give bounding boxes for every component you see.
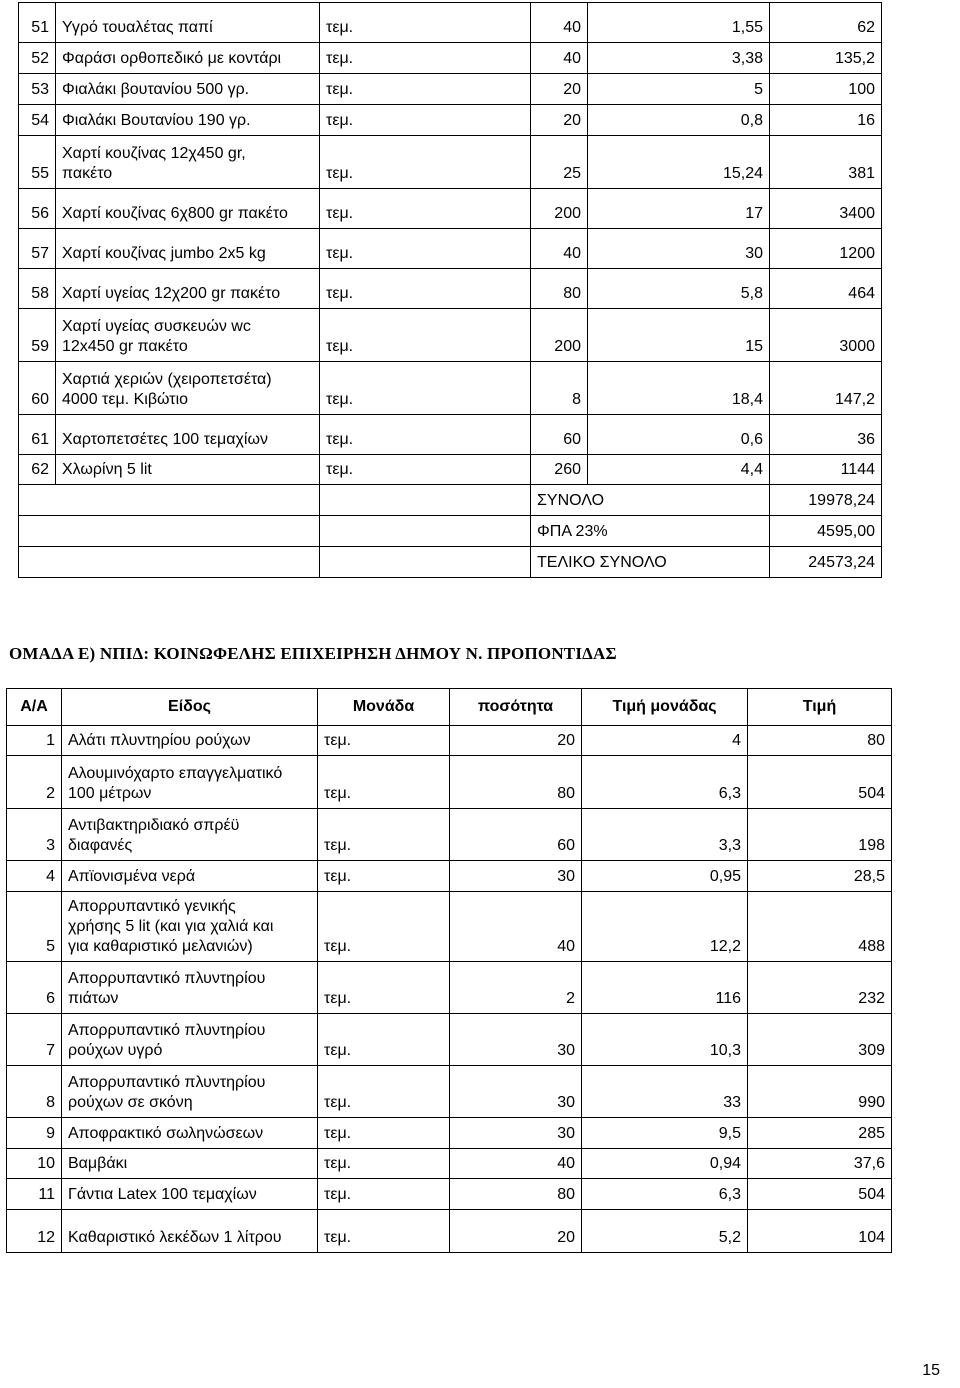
item-description: Χαρτί υγείας συσκευών wc 12x450 gr πακέτο	[56, 309, 320, 362]
table-row	[7, 1149, 892, 1179]
item-number: 7	[7, 1014, 62, 1066]
item-quantity: 40	[450, 1149, 582, 1179]
item-unit-price: 0,6	[588, 415, 770, 455]
table-row	[19, 3, 882, 43]
item-quantity: 80	[531, 269, 588, 309]
header-unit: Μονάδα	[318, 689, 450, 726]
item-unit-price: 15,24	[588, 136, 770, 189]
item-unit-price: 18,4	[588, 362, 770, 415]
item-unit-price: 10,3	[582, 1014, 748, 1066]
table-row	[19, 229, 882, 269]
item-description: Χαρτί κουζίνας 6χ800 gr πακέτο	[56, 189, 320, 229]
item-number: 62	[19, 455, 56, 485]
item-total: 62	[770, 3, 882, 43]
item-unit: τεμ.	[318, 809, 450, 861]
item-number: 12	[7, 1210, 62, 1253]
item-number: 51	[19, 3, 56, 43]
header-price: Τιμή	[748, 689, 892, 726]
item-unit: τεμ.	[320, 74, 531, 105]
table-row	[19, 309, 882, 362]
item-number: 4	[7, 861, 62, 892]
item-quantity: 40	[531, 3, 588, 43]
item-total: 36	[770, 415, 882, 455]
item-quantity: 30	[450, 1066, 582, 1118]
item-quantity: 20	[531, 74, 588, 105]
table-row	[7, 861, 892, 892]
item-number: 54	[19, 105, 56, 136]
item-description: Βαμβάκι	[62, 1149, 318, 1179]
item-unit-price: 3,38	[588, 43, 770, 74]
table-row	[7, 1118, 892, 1149]
item-unit: τεμ.	[320, 229, 531, 269]
summary-label: ΣΥΝΟΛΟ	[531, 485, 770, 516]
summary-value: 24573,24	[770, 547, 882, 578]
item-number: 53	[19, 74, 56, 105]
item-unit-price: 0,94	[582, 1149, 748, 1179]
item-unit-price: 9,5	[582, 1118, 748, 1149]
item-unit: τεμ.	[320, 43, 531, 74]
table-row	[7, 809, 892, 861]
item-quantity: 60	[531, 415, 588, 455]
item-unit: τεμ.	[318, 861, 450, 892]
item-unit: τεμ.	[318, 1210, 450, 1253]
item-description: Απϊονισμένα νερά	[62, 861, 318, 892]
table-row	[19, 189, 882, 229]
item-unit-price: 33	[582, 1066, 748, 1118]
item-description: Φιαλάκι βουτανίου 500 γρ.	[56, 74, 320, 105]
item-number: 56	[19, 189, 56, 229]
item-description: Υγρό τουαλέτας παπί	[56, 3, 320, 43]
item-unit-price: 0,8	[588, 105, 770, 136]
item-unit-price: 3,3	[582, 809, 748, 861]
item-number: 3	[7, 809, 62, 861]
item-unit: τεμ.	[320, 136, 531, 189]
item-total: 285	[748, 1118, 892, 1149]
summary-value: 19978,24	[770, 485, 882, 516]
item-unit-price: 6,3	[582, 1179, 748, 1210]
summary-value: 4595,00	[770, 516, 882, 547]
summary-row	[19, 516, 882, 547]
item-quantity: 30	[450, 1118, 582, 1149]
group-heading: ΟΜΑΔΑ Ε) ΝΠΙΔ: ΚΟΙΝΩΦΕΛΗΣ ΕΠΙΧΕΙΡΗΣΗ ΔΗΜΟΥ Ν. ΠΡΟΠΟΝΤΙΔΑΣ	[9, 644, 617, 663]
item-number: 2	[7, 756, 62, 809]
item-number: 57	[19, 229, 56, 269]
item-unit-price: 4	[582, 726, 748, 756]
item-total: 28,5	[748, 861, 892, 892]
item-unit: τεμ.	[320, 415, 531, 455]
items-table-continued	[18, 2, 882, 578]
item-unit: τεμ.	[320, 362, 531, 415]
item-quantity: 40	[531, 229, 588, 269]
table-row	[7, 1066, 892, 1118]
item-unit: τεμ.	[320, 105, 531, 136]
item-unit: τεμ.	[320, 3, 531, 43]
item-unit-price: 116	[582, 962, 748, 1014]
empty-cell	[19, 485, 320, 516]
summary-row	[19, 485, 882, 516]
table-row	[19, 43, 882, 74]
table-row	[19, 362, 882, 415]
item-unit-price: 4,4	[588, 455, 770, 485]
table-row	[7, 756, 892, 809]
item-description: Απορρυπαντικό γενικής χρήσης 5 lit (και για χαλιά και για καθαριστικό μελανιών)	[62, 892, 318, 962]
table-row	[7, 726, 892, 756]
item-description: Απορρυπαντικό πλυντηρίου ρούχων υγρό	[62, 1014, 318, 1066]
item-unit: τεμ.	[318, 1179, 450, 1210]
item-total: 381	[770, 136, 882, 189]
header-quantity: ποσότητα	[450, 689, 582, 726]
empty-cell	[19, 516, 320, 547]
item-unit-price: 1,55	[588, 3, 770, 43]
item-total: 135,2	[770, 43, 882, 74]
item-quantity: 30	[450, 861, 582, 892]
item-total: 488	[748, 892, 892, 962]
item-quantity: 80	[450, 756, 582, 809]
item-unit: τεμ.	[318, 1014, 450, 1066]
item-total: 232	[748, 962, 892, 1014]
item-total: 504	[748, 1179, 892, 1210]
item-unit: τεμ.	[318, 726, 450, 756]
page-number: 15	[922, 1362, 940, 1379]
item-description: Αλουμινόχαρτο επαγγελματικό 100 μέτρων	[62, 756, 318, 809]
item-unit: τεμ.	[320, 455, 531, 485]
header-aa: Α/Α	[7, 689, 62, 726]
item-total: 990	[748, 1066, 892, 1118]
item-description: Αλάτι πλυντηρίου ρούχων	[62, 726, 318, 756]
item-unit-price: 30	[588, 229, 770, 269]
table-row	[19, 74, 882, 105]
item-quantity: 80	[450, 1179, 582, 1210]
table-row	[19, 269, 882, 309]
item-unit: τεμ.	[318, 1149, 450, 1179]
item-total: 198	[748, 809, 892, 861]
item-description: Χαρτί κουζίνας 12χ450 gr, πακέτο	[56, 136, 320, 189]
item-description: Χαρτί κουζίνας jumbo 2x5 kg	[56, 229, 320, 269]
item-description: Χαρτοπετσέτες 100 τεμαχίων	[56, 415, 320, 455]
item-description: Φιαλάκι Βουτανίου 190 γρ.	[56, 105, 320, 136]
item-unit-price: 15	[588, 309, 770, 362]
item-total: 16	[770, 105, 882, 136]
empty-cell	[19, 547, 320, 578]
item-description: Απορρυπαντικό πλυντηρίου ρούχων σε σκόνη	[62, 1066, 318, 1118]
item-total: 100	[770, 74, 882, 105]
item-description: Χαρτί υγείας 12χ200 gr πακέτο	[56, 269, 320, 309]
item-quantity: 25	[531, 136, 588, 189]
header-item: Είδος	[62, 689, 318, 726]
item-number: 60	[19, 362, 56, 415]
item-description: Αντιβακτηριδιακό σπρέϋ διαφανές	[62, 809, 318, 861]
item-description: Χαρτιά χεριών (χειροπετσέτα) 4000 τεμ. Κιβώτιο	[56, 362, 320, 415]
item-number: 52	[19, 43, 56, 74]
item-number: 61	[19, 415, 56, 455]
group-e-items-table	[6, 688, 892, 1253]
item-description: Χλωρίνη 5 lit	[56, 455, 320, 485]
item-description: Γάντια Latex 100 τεμαχίων	[62, 1179, 318, 1210]
item-quantity: 40	[531, 43, 588, 74]
item-unit: τεμ.	[320, 269, 531, 309]
item-quantity: 2	[450, 962, 582, 1014]
item-description: Αποφρακτικό σωληνώσεων	[62, 1118, 318, 1149]
item-number: 5	[7, 892, 62, 962]
item-total: 3000	[770, 309, 882, 362]
table-row	[19, 136, 882, 189]
item-quantity: 260	[531, 455, 588, 485]
item-number: 58	[19, 269, 56, 309]
table-row	[19, 105, 882, 136]
item-unit: τεμ.	[320, 189, 531, 229]
item-total: 309	[748, 1014, 892, 1066]
item-unit-price: 5,2	[582, 1210, 748, 1253]
item-unit: τεμ.	[318, 756, 450, 809]
item-unit: τεμ.	[320, 309, 531, 362]
item-total: 80	[748, 726, 892, 756]
item-quantity: 20	[531, 105, 588, 136]
table-row	[19, 455, 882, 485]
item-unit-price: 5	[588, 74, 770, 105]
header-unit-price: Τιμή μονάδας	[582, 689, 748, 726]
item-number: 9	[7, 1118, 62, 1149]
table-header-row	[7, 689, 892, 726]
item-total: 464	[770, 269, 882, 309]
item-description: Απορρυπαντικό πλυντηρίου πιάτων	[62, 962, 318, 1014]
table-row	[19, 415, 882, 455]
empty-cell	[320, 516, 531, 547]
table-row	[7, 962, 892, 1014]
table-row	[7, 1210, 892, 1253]
item-number: 59	[19, 309, 56, 362]
item-unit: τεμ.	[318, 1066, 450, 1118]
item-description: Φαράσι ορθοπεδικό με κοντάρι	[56, 43, 320, 74]
item-quantity: 200	[531, 309, 588, 362]
table-row	[7, 892, 892, 962]
item-total: 504	[748, 756, 892, 809]
item-unit: τεμ.	[318, 892, 450, 962]
item-number: 8	[7, 1066, 62, 1118]
item-unit: τεμ.	[318, 1118, 450, 1149]
item-number: 10	[7, 1149, 62, 1179]
item-quantity: 8	[531, 362, 588, 415]
summary-label: ΤΕΛΙΚΟ ΣΥΝΟΛΟ	[531, 547, 770, 578]
item-quantity: 20	[450, 726, 582, 756]
item-total: 147,2	[770, 362, 882, 415]
item-total: 104	[748, 1210, 892, 1253]
item-unit-price: 5,8	[588, 269, 770, 309]
item-unit-price: 17	[588, 189, 770, 229]
item-number: 11	[7, 1179, 62, 1210]
item-unit-price: 6,3	[582, 756, 748, 809]
summary-label: ΦΠΑ 23%	[531, 516, 770, 547]
item-total: 1200	[770, 229, 882, 269]
item-quantity: 200	[531, 189, 588, 229]
item-number: 6	[7, 962, 62, 1014]
item-total: 3400	[770, 189, 882, 229]
item-quantity: 30	[450, 1014, 582, 1066]
item-total: 1144	[770, 455, 882, 485]
item-description: Καθαριστικό λεκέδων 1 λίτρου	[62, 1210, 318, 1253]
item-unit-price: 0,95	[582, 861, 748, 892]
table-row	[7, 1179, 892, 1210]
item-unit-price: 12,2	[582, 892, 748, 962]
item-number: 1	[7, 726, 62, 756]
item-quantity: 40	[450, 892, 582, 962]
empty-cell	[320, 485, 531, 516]
item-total: 37,6	[748, 1149, 892, 1179]
summary-row	[19, 547, 882, 578]
item-number: 55	[19, 136, 56, 189]
item-quantity: 20	[450, 1210, 582, 1253]
empty-cell	[320, 547, 531, 578]
table-row	[7, 1014, 892, 1066]
item-unit: τεμ.	[318, 962, 450, 1014]
item-quantity: 60	[450, 809, 582, 861]
